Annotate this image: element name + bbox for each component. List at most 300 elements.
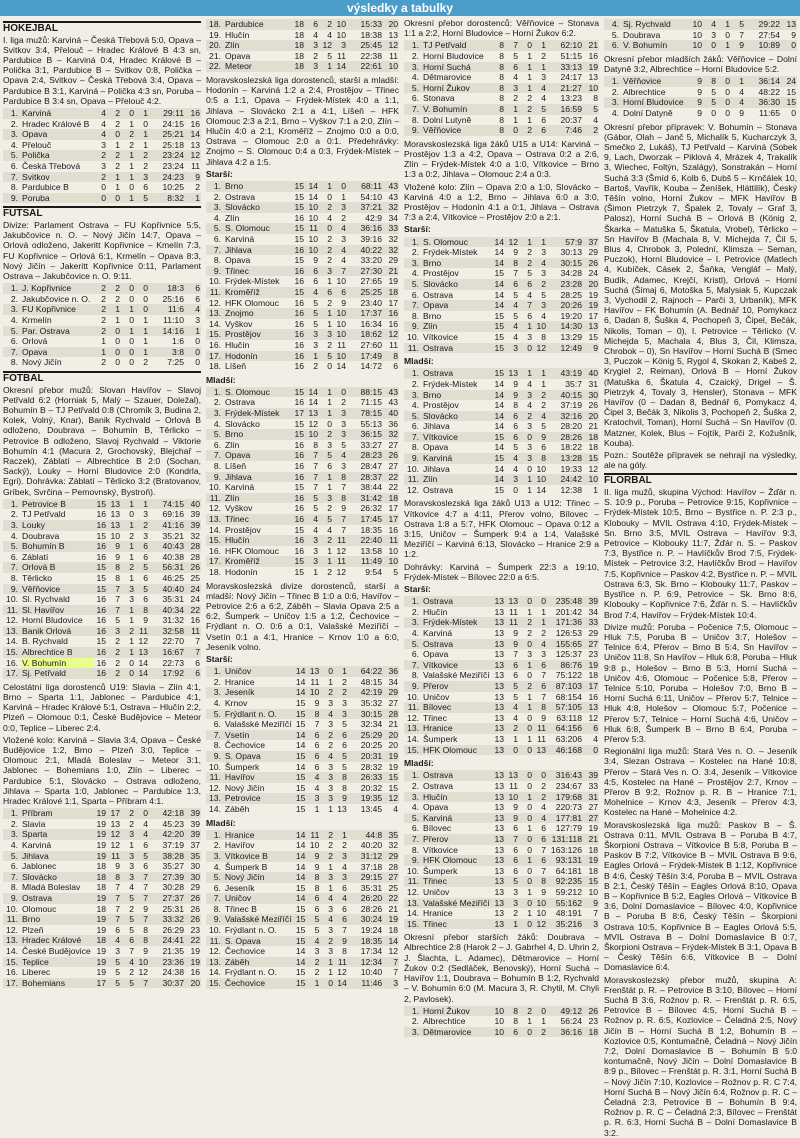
wins-cell: 4 [505, 453, 519, 464]
team-cell: HFK Olomouc [225, 297, 279, 308]
wins-cell: 6 [305, 19, 319, 30]
losses-cell: 4 [533, 813, 547, 824]
score-cell: 62:10 [547, 40, 583, 51]
points-cell: 29 [588, 628, 598, 639]
losses-cell: 8 [334, 772, 348, 783]
section-heading: FLORBAL [604, 473, 797, 487]
played-cell: 8 [499, 114, 504, 125]
team-cell: Sl. Rychvald [22, 594, 70, 605]
table-row [206, 719, 399, 730]
wins-cell: 4 [703, 19, 717, 30]
losses-cell: 0 [135, 283, 149, 294]
rank-cell: 14. [407, 908, 419, 919]
wins-cell: 5 [305, 308, 319, 319]
points-cell: 4 [393, 803, 398, 814]
played-cell: 15 [491, 321, 505, 332]
rank-cell: 7. [3, 872, 21, 883]
score-cell: 36:15 [347, 429, 383, 440]
points-cell: 23 [588, 1016, 598, 1027]
played-cell: 13 [494, 886, 504, 897]
rank-cell: 15. [404, 745, 422, 756]
score-cell: 19:24 [360, 925, 383, 936]
table-row [3, 552, 201, 563]
team-cell: Svitkov [21, 172, 93, 183]
played-cell: 18 [291, 19, 305, 30]
draws-cell: 5 [319, 514, 333, 525]
draws-cell: 1 [327, 318, 332, 329]
draws-cell: 1 [129, 840, 134, 851]
draws-cell: 0 [725, 107, 730, 118]
rank-cell: 12. [6, 924, 18, 935]
wins-cell: 0 [513, 484, 518, 495]
wins-cell: 2 [314, 967, 320, 978]
rank-cell: 2. [213, 397, 221, 408]
points-cell: 31 [583, 792, 599, 803]
points-cell: 12 [588, 463, 598, 474]
losses-cell: 0 [533, 596, 547, 607]
team-cell: Znojmo [224, 308, 291, 319]
points-cell: 26 [185, 893, 201, 904]
wins-cell: 7 [313, 461, 318, 472]
team-cell: Mladá Boleslav [22, 882, 81, 893]
losses-cell: 1 [341, 191, 346, 202]
losses-cell: 7 [333, 514, 347, 525]
table-row [206, 978, 399, 989]
draws-cell: 4 [527, 378, 532, 389]
team-cell: Sj. Rychvald [622, 19, 689, 30]
draws-cell: 2 [519, 258, 533, 269]
wins-cell: 0 [711, 107, 716, 118]
table-row [3, 326, 201, 337]
draws-cell: 4 [327, 212, 332, 223]
standings-table [3, 108, 201, 203]
table-row [206, 329, 399, 340]
score-cell: 40:34 [149, 605, 185, 616]
losses-cell: 3 [541, 268, 546, 279]
points-cell: 43 [388, 191, 398, 202]
score-cell: 43:19 [547, 368, 583, 379]
rank-cell: 2. [411, 51, 419, 61]
rank-cell: 6. [10, 551, 18, 562]
wins-cell: 1 [305, 351, 319, 362]
team-cell: Nový Jičín [224, 782, 265, 793]
losses-cell: 4 [731, 97, 745, 108]
table-row [404, 411, 599, 422]
played-cell: 15 [291, 556, 305, 567]
draws-cell: 6 [519, 279, 533, 290]
draws-cell: 4 [320, 914, 334, 925]
score-cell: 23:28 [547, 279, 583, 290]
points-cell: 26 [588, 400, 598, 411]
played-cell: 15 [294, 482, 304, 493]
points-cell: 6 [195, 657, 200, 668]
losses-cell: 0 [143, 118, 148, 129]
played-cell: 14 [295, 761, 306, 772]
table-row [206, 514, 399, 525]
rank-cell: 5. [611, 29, 619, 40]
score-cell: 18:3 [149, 283, 185, 294]
points-cell: 9 [791, 29, 796, 40]
table-row [404, 432, 599, 443]
points-cell: 33 [383, 223, 399, 234]
losses-cell: 8 [533, 453, 547, 464]
score-cell: 9:54 [365, 566, 382, 577]
rank-cell: 4. [213, 861, 221, 872]
team-cell: Jeseník [224, 882, 255, 893]
table-row [404, 866, 599, 877]
rank-cell: 5. [3, 326, 21, 337]
score-cell: 29:15 [348, 872, 383, 883]
score-cell: 51:15 [560, 51, 582, 61]
subheading: Starší: [404, 584, 431, 595]
table-row [3, 668, 201, 679]
column-1 [3, 18, 201, 1018]
losses-cell: 5 [341, 439, 346, 450]
losses-cell: 1 [334, 830, 348, 841]
score-cell: 163:126 [550, 844, 582, 855]
team-cell: Šumperk [423, 865, 458, 876]
score-cell: 28:23 [347, 450, 383, 461]
score-cell: 30:15 [547, 258, 583, 269]
draws-cell: 1 [328, 861, 333, 872]
team-cell: Šumperk [423, 733, 458, 744]
draws-cell: 5 [129, 924, 134, 935]
table-row [404, 628, 599, 639]
played-cell: 16 [291, 472, 305, 483]
team-cell: Přerov [422, 834, 491, 845]
rank-cell: 9. [3, 193, 21, 204]
team-cell: Horní Žukov [422, 1006, 491, 1017]
points-cell: 7 [195, 636, 200, 647]
wins-cell: 1 [115, 182, 120, 193]
losses-cell: 7 [135, 914, 149, 925]
rank-cell: 4. [213, 212, 221, 223]
losses-cell: 0 [135, 304, 149, 315]
losses-cell: 1 [541, 378, 546, 389]
team-cell: Nový Jičín [224, 872, 293, 883]
table-row [604, 87, 797, 98]
points-cell: 12 [383, 329, 399, 340]
team-cell: Ostrava [225, 191, 256, 202]
draws-cell: 2 [327, 339, 332, 350]
table-row [404, 93, 599, 104]
points-cell: 19 [583, 855, 599, 866]
played-cell: 9 [689, 97, 703, 108]
wins-cell: 3 [505, 474, 519, 485]
score-cell: 1:6 [172, 336, 184, 347]
table-row [206, 397, 399, 408]
points-cell: 31 [588, 378, 598, 389]
team-cell: Frýdlant n. O. [224, 967, 277, 978]
played-cell: 14 [293, 830, 307, 841]
points-cell: 27 [588, 802, 598, 813]
played-cell: 13 [491, 898, 505, 909]
played-cell: 13 [494, 802, 504, 813]
losses-cell: 2 [334, 687, 348, 698]
subheading: Mladší: [404, 356, 434, 367]
team-cell: HFK Olomouc [422, 855, 491, 866]
team-cell: Valašské Meziříčí [423, 670, 490, 681]
score-cell: 27:37 [149, 893, 185, 904]
played-cell: 14 [491, 411, 505, 422]
wins-cell: 7 [107, 893, 121, 904]
score-cell: 68:154 [555, 691, 582, 702]
score-cell: 30:28 [162, 882, 184, 893]
table-row [404, 670, 599, 681]
rank-cell: 2. [411, 378, 419, 389]
score-cell: 40:40 [149, 584, 185, 595]
score-cell: 40:15 [547, 390, 583, 401]
rank-cell: 7. [206, 450, 224, 461]
points-cell: 19 [583, 660, 599, 671]
score-cell: 42:18 [149, 808, 185, 819]
losses-cell: 8 [342, 946, 347, 957]
played-cell: 2 [93, 150, 107, 161]
table-row [3, 357, 201, 368]
team-cell: Horní Žukov [422, 83, 491, 94]
played-cell: 15 [295, 719, 306, 730]
score-cell: 14:30 [547, 321, 583, 332]
table-row [206, 751, 399, 762]
score-cell: 64:156 [547, 723, 583, 734]
points-cell: 12 [588, 712, 598, 723]
losses-cell: 10 [135, 957, 149, 968]
played-cell: 9 [697, 86, 702, 97]
draws-cell: 1 [328, 967, 333, 978]
score-cell: 18:35 [360, 524, 382, 535]
draws-cell: 1 [319, 181, 333, 192]
played-cell: 16 [93, 626, 107, 637]
results-paragraph: Divize mužů: Poruba – Počenice 7:5, Olomouc – Hluk 7:5, Poruba B – Uničov 3:7, Holešov – Telnice 6:4, Přerov – Brno B 5:4, Sn Havířov – Uničov 11:8, Sn Havířov – Hluk 6:8, Poruba – Hluk 9:8 p., Holešov – Brno B 5:3, Horní Suchá – Uničov 4:6, Olomouc – Počenice 5:8, Přerov – Telnice 5:10, Poruba – Holešov 7:0, Brno B – Horní Suchá 6:11, Uničov – Přerov 5:7, Telnice – Hluk 4:8, Holešov – Olomouc 5:7, Počenice – Přerov 5:7, Telnice – Horní Suchá 4:6, Uničov – Hluk 6:8, Šumperk B – Brno B 6:4, Poruba – Přerov 5:3. [604, 621, 797, 744]
score-cell: 35:32 [360, 697, 383, 708]
rank-cell: 4. [411, 802, 419, 813]
team-cell: Přelouč [22, 139, 52, 150]
score-cell: 63:206 [555, 733, 582, 744]
wins-cell: 5 [513, 51, 518, 61]
score-cell: 64:181 [555, 865, 582, 876]
wins-cell: 9 [513, 378, 518, 389]
played-cell: 15 [494, 268, 504, 279]
rank-cell: 14. [6, 946, 18, 956]
wins-cell: 2 [115, 293, 120, 304]
table-row [404, 649, 599, 660]
played-cell: 16 [291, 245, 305, 256]
draws-cell: 12 [319, 40, 333, 51]
played-cell: 18 [96, 903, 106, 914]
rank-cell: 14. [208, 803, 221, 814]
points-cell: 13 [583, 321, 599, 332]
team-cell: Doubrava [623, 29, 661, 40]
table-row [404, 845, 599, 856]
table-row [404, 660, 599, 671]
wins-cell: 0 [107, 129, 121, 140]
draws-cell: 1 [717, 19, 731, 30]
score-cell: 171:36 [547, 617, 583, 628]
score-cell: 12:34 [348, 957, 383, 968]
team-cell: B. Rychvald [22, 636, 68, 647]
losses-cell: 14 [336, 361, 346, 372]
score-cell: 25:29 [348, 730, 383, 741]
table-row [206, 914, 399, 925]
played-cell: 14 [295, 676, 306, 687]
draws-cell: 3 [328, 946, 333, 957]
played-cell: 3 [101, 139, 106, 150]
score-cell: 316:43 [547, 770, 583, 781]
rank-cell: 4. [604, 19, 622, 30]
losses-cell: 4 [333, 245, 347, 256]
team-cell: Uničov [423, 886, 450, 897]
rank-cell: 12. [208, 946, 221, 957]
draws-cell: 1 [327, 482, 332, 493]
losses-cell: 7 [541, 670, 546, 681]
wins-cell: 2 [107, 108, 121, 119]
wins-cell: 2 [115, 118, 120, 129]
team-cell: Jeseník [224, 687, 293, 698]
rank-cell: 16. [6, 967, 18, 978]
score-cell: 46:25 [162, 572, 184, 583]
table-row [206, 266, 399, 277]
draws-cell: 0 [527, 463, 532, 474]
points-cell: 19 [583, 300, 599, 311]
table-row [404, 237, 599, 248]
wins-cell: 4 [505, 321, 519, 332]
losses-cell: 5 [541, 289, 546, 300]
rank-cell: 16. [209, 545, 221, 556]
rank-cell: 1. [604, 76, 622, 87]
played-cell: 8 [499, 93, 504, 104]
rank-cell: 5. [206, 872, 224, 883]
losses-cell: 2 [533, 792, 547, 803]
played-cell: 13 [491, 660, 505, 671]
team-cell: Frýdlant n. O. [224, 925, 277, 936]
score-cell: 10:25 [162, 182, 184, 193]
played-cell: 15 [291, 181, 305, 192]
losses-cell: 4 [341, 255, 346, 266]
score-cell: 11:10 [163, 314, 184, 325]
column-4 [604, 18, 797, 1138]
losses-cell: 1 [541, 606, 546, 617]
draws-cell: 0 [519, 432, 533, 443]
played-cell: 16 [294, 461, 304, 472]
losses-cell: 0 [333, 387, 347, 398]
played-cell: 13 [494, 844, 504, 855]
played-cell: 16 [291, 351, 305, 362]
points-cell: 17 [583, 681, 599, 692]
points-cell: 22 [185, 935, 201, 946]
points-cell: 39 [185, 808, 201, 819]
losses-cell: 1 [135, 129, 149, 140]
table-row [206, 946, 399, 957]
played-cell: 13 [491, 919, 505, 930]
points-cell: 22 [383, 893, 399, 904]
wins-cell: 5 [313, 318, 318, 329]
rank-cell: 9. [206, 472, 224, 483]
results-page [3, 18, 797, 1138]
played-cell: 16 [96, 615, 106, 626]
team-cell: Ostrava [422, 639, 491, 650]
draws-cell: 1 [129, 551, 134, 562]
points-cell: 16 [588, 691, 598, 702]
team-cell: Karviná [422, 453, 491, 464]
played-cell: 18 [96, 861, 106, 872]
wins-cell: 5 [513, 442, 518, 453]
table-row [206, 493, 399, 504]
losses-cell: 2 [342, 840, 347, 851]
wins-cell: 14 [305, 387, 319, 398]
rank-cell: 5. [3, 150, 21, 161]
score-cell: 23:24 [162, 160, 184, 171]
results-paragraph: Vložené kolo: Zlín – Opava 2:0 a 1:0, Slovácko – Karviná 4:0 a 1:2, Brno – Jihlava 6:0 a 3:0, Prostějov – Hodonín 4:1 a 0:1, Jihlava – Ostrava 7:3 a 2:4, Vítkovice – Prostějov 2:0 a 2:1. [404, 181, 599, 223]
points-cell: 32 [388, 233, 398, 244]
score-cell: 33:32 [149, 914, 185, 925]
rank-cell: 8. [411, 844, 419, 855]
losses-cell: 2 [341, 212, 346, 223]
team-cell: Doubrava [22, 530, 60, 541]
played-cell: 15 [96, 636, 106, 647]
wins-cell: 7 [505, 834, 519, 845]
draws-cell: 1 [129, 615, 134, 626]
draws-cell: 1 [519, 83, 533, 94]
played-cell: 15 [295, 697, 306, 708]
score-cell: 41:16 [149, 520, 185, 531]
rank-cell: 11. [404, 343, 422, 354]
wins-cell: 6 [306, 893, 320, 904]
draws-cell: 1 [319, 408, 333, 419]
draws-cell: 3 [328, 761, 333, 772]
played-cell: 13 [491, 770, 505, 781]
draws-cell: 0 [519, 723, 533, 734]
played-cell: 16 [294, 439, 304, 450]
points-cell: 32 [383, 245, 399, 256]
team-cell: Karviná [22, 840, 52, 851]
draws-cell: 1 [527, 484, 532, 495]
losses-cell: 4 [333, 450, 347, 461]
rank-cell: 3. [404, 62, 422, 73]
wins-cell: 7 [305, 472, 319, 483]
score-cell: 45:23 [162, 818, 184, 829]
table-row [206, 429, 399, 440]
team-cell: Karviná [225, 482, 255, 493]
losses-cell: 12 [533, 919, 547, 930]
played-cell: 14 [494, 442, 504, 453]
team-cell: Hlučín [423, 606, 448, 617]
points-cell: 24 [190, 594, 200, 605]
points-cell: 40 [383, 408, 399, 419]
draws-cell: 3 [121, 829, 135, 840]
points-cell: 26 [190, 903, 200, 914]
score-cell: 8:32 [149, 193, 185, 204]
points-cell: 0 [781, 40, 797, 51]
score-cell: 30:13 [560, 247, 582, 258]
wins-cell: 6 [505, 432, 519, 443]
score-cell: 17:45 [347, 514, 383, 525]
played-cell: 19 [93, 829, 107, 840]
rank-cell: 7. [404, 300, 422, 311]
played-cell: 16 [96, 594, 106, 605]
team-cell: Věřňovice [622, 76, 689, 87]
draws-cell: 0 [327, 418, 332, 429]
team-cell: Záběh [224, 957, 293, 968]
draws-cell: 2 [327, 297, 332, 308]
section-heading: HOKEJBAL [3, 21, 201, 35]
rank-cell: 6. [213, 882, 221, 893]
losses-cell: 10 [333, 351, 347, 362]
table-row [3, 129, 201, 140]
draws-cell: 0 [725, 86, 730, 97]
played-cell: 15 [295, 882, 306, 893]
played-cell: 15 [294, 524, 304, 535]
standings-table [206, 387, 399, 578]
